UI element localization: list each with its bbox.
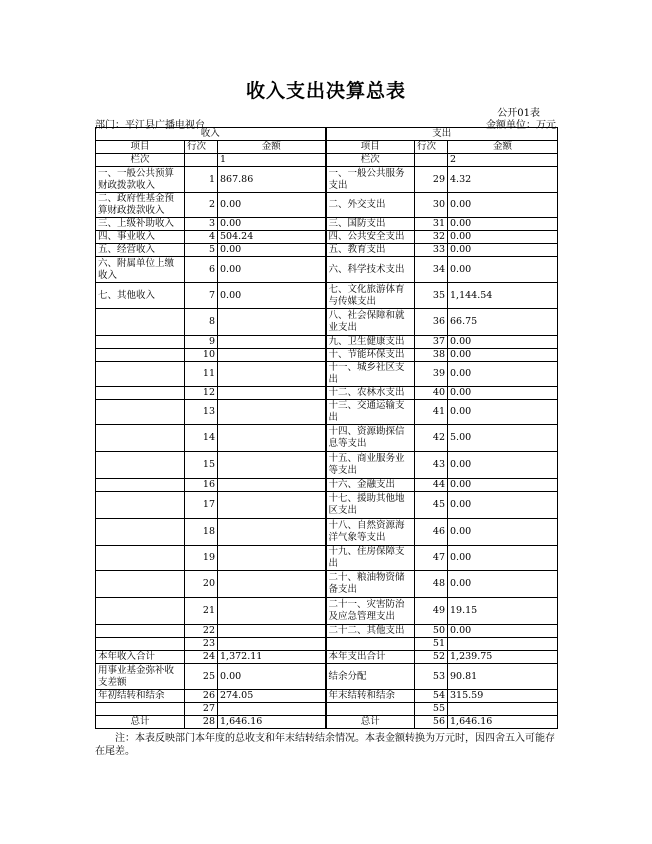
expense-item-cell: 三、国防支出 — [326, 218, 415, 231]
income-item-cell — [96, 703, 185, 716]
income-line-cell: 25 — [185, 664, 218, 690]
expense-item-cell: 二十、粮油物资储备支出 — [326, 571, 415, 598]
income-line-cell: 2 — [185, 193, 218, 218]
expense-item-cell: 十六、金融支出 — [326, 479, 415, 492]
expense-item-cell: 结余分配 — [326, 664, 415, 690]
income-amount-cell — [218, 362, 326, 387]
table-row — [96, 479, 558, 492]
income-amount-cell — [218, 546, 326, 571]
income-item-cell: 总计 — [96, 716, 185, 729]
income-line-cell: 26 — [185, 690, 218, 703]
expense-item-cell: 十三、交通运输支出 — [326, 400, 415, 425]
table-row — [96, 244, 558, 257]
expense-amount-cell: 0.00 — [448, 244, 558, 257]
income-item-cell: 三、上级补助收入 — [96, 218, 185, 231]
income-item-cell: 二、政府性基金预算财政拨款收入 — [96, 193, 185, 218]
expense-line-cell: 44 — [415, 479, 448, 492]
expense-column-number: 2 — [448, 154, 558, 167]
expense-amount-cell: 1,239.75 — [448, 651, 558, 664]
income-amount-cell — [218, 309, 326, 336]
income-item-cell — [96, 349, 185, 362]
income-line-cell: 22 — [185, 625, 218, 638]
income-item-cell — [96, 625, 185, 638]
income-item-cell — [96, 387, 185, 400]
income-amount-cell: 504.24 — [218, 231, 326, 244]
table-row — [96, 425, 558, 452]
expense-amount-cell: 0.00 — [448, 218, 558, 231]
expense-line-cell: 39 — [415, 362, 448, 387]
income-amount-cell — [218, 452, 326, 479]
income-line-cell: 21 — [185, 598, 218, 625]
income-amount-cell: 1,372.11 — [218, 651, 326, 664]
income-item-cell — [96, 546, 185, 571]
column-number-row — [96, 154, 558, 167]
table-row — [96, 309, 558, 336]
income-amount-cell — [218, 387, 326, 400]
expense-line-cell: 31 — [415, 218, 448, 231]
expense-amount-cell: 5.00 — [448, 425, 558, 452]
expense-item-cell: 八、社会保障和就业支出 — [326, 309, 415, 336]
expense-amount-cell: 0.00 — [448, 571, 558, 598]
expense-item-cell: 六、科学技术支出 — [326, 257, 415, 283]
expense-amount-cell: 0.00 — [448, 231, 558, 244]
expense-amount-cell: 0.00 — [448, 479, 558, 492]
expense-item-cell: 四、公共安全支出 — [326, 231, 415, 244]
expense-amount-header: 金额 — [448, 141, 558, 154]
income-item-cell — [96, 425, 185, 452]
expense-line-cell: 48 — [415, 571, 448, 598]
income-amount-cell — [218, 400, 326, 425]
table-row — [96, 349, 558, 362]
income-item-cell — [96, 519, 185, 546]
expense-item-cell: 二、外交支出 — [326, 193, 415, 218]
income-item-cell — [96, 400, 185, 425]
income-item-cell: 六、附属单位上缴收入 — [96, 257, 185, 283]
income-item-cell — [96, 479, 185, 492]
income-line-cell: 15 — [185, 452, 218, 479]
expense-item-cell: 五、教育支出 — [326, 244, 415, 257]
income-line-cell: 12 — [185, 387, 218, 400]
income-line-cell: 27 — [185, 703, 218, 716]
income-item-cell: 五、经营收入 — [96, 244, 185, 257]
income-section-header: 收入 — [96, 128, 326, 141]
income-line-cell: 6 — [185, 257, 218, 283]
expense-amount-cell: 0.00 — [448, 193, 558, 218]
expense-amount-cell: 0.00 — [448, 492, 558, 519]
expense-line-cell: 51 — [415, 638, 448, 651]
income-item-cell — [96, 638, 185, 651]
table-row — [96, 362, 558, 387]
income-item-cell: 一、一般公共预算财政拨款收入 — [96, 167, 185, 193]
expense-line-cell: 38 — [415, 349, 448, 362]
expense-line-cell: 46 — [415, 519, 448, 546]
income-line-cell: 17 — [185, 492, 218, 519]
income-line-cell: 13 — [185, 400, 218, 425]
form-code: 公开01表 — [497, 108, 540, 119]
expense-amount-cell: 0.00 — [448, 349, 558, 362]
income-item-cell — [96, 492, 185, 519]
expense-amount-cell: 315.59 — [448, 690, 558, 703]
income-line-cell: 10 — [185, 349, 218, 362]
income-line-cell: 9 — [185, 336, 218, 349]
income-item-cell — [96, 598, 185, 625]
income-item-cell: 用事业基金弥补收支差额 — [96, 664, 185, 690]
table-row — [96, 387, 558, 400]
expense-line-cell: 37 — [415, 336, 448, 349]
income-item-cell — [96, 452, 185, 479]
income-amount-cell — [218, 349, 326, 362]
income-amount-cell — [218, 519, 326, 546]
table-row — [96, 716, 558, 729]
column-header-row — [96, 141, 558, 154]
income-line-cell: 1 — [185, 167, 218, 193]
income-line-cell: 3 — [185, 218, 218, 231]
table-row — [96, 638, 558, 651]
income-amount-cell — [218, 425, 326, 452]
expense-line-cell: 40 — [415, 387, 448, 400]
expense-amount-cell: 0.00 — [448, 336, 558, 349]
income-line-cell: 20 — [185, 571, 218, 598]
table-row — [96, 167, 558, 193]
budget-summary-table — [95, 127, 558, 729]
unit-label: 金额单位：万元 — [486, 120, 556, 131]
income-item-cell: 年初结转和结余 — [96, 690, 185, 703]
income-item-cell — [96, 362, 185, 387]
income-line-cell: 23 — [185, 638, 218, 651]
income-line-cell: 5 — [185, 244, 218, 257]
expense-item-cell: 七、文化旅游体育与传媒支出 — [326, 283, 415, 309]
expense-item-cell: 十、节能环保支出 — [326, 349, 415, 362]
expense-amount-cell: 66.75 — [448, 309, 558, 336]
expense-item-cell: 二十二、其他支出 — [326, 625, 415, 638]
expense-section-header: 支出 — [326, 128, 558, 141]
expense-line-cell: 34 — [415, 257, 448, 283]
expense-item-cell: 九、卫生健康支出 — [326, 336, 415, 349]
expense-amount-cell: 0.00 — [448, 546, 558, 571]
income-line-cell: 7 — [185, 283, 218, 309]
expense-amount-cell: 19.15 — [448, 598, 558, 625]
expense-amount-cell: 0.00 — [448, 257, 558, 283]
income-column-number: 1 — [218, 154, 326, 167]
income-item-cell: 本年收入合计 — [96, 651, 185, 664]
expense-line-header: 行次 — [415, 141, 448, 154]
income-amount-cell: 867.86 — [218, 167, 326, 193]
expense-item-cell: 一、一般公共服务支出 — [326, 167, 415, 193]
expense-amount-cell: 1,144.54 — [448, 283, 558, 309]
income-amount-cell — [218, 638, 326, 651]
section-header-row — [96, 128, 558, 141]
expense-item-cell: 年末结转和结余 — [326, 690, 415, 703]
table-row — [96, 598, 558, 625]
expense-line-cell: 55 — [415, 703, 448, 716]
income-line-cell: 18 — [185, 519, 218, 546]
income-amount-cell: 0.00 — [218, 193, 326, 218]
income-item-cell: 四、事业收入 — [96, 231, 185, 244]
expense-amount-cell: 0.00 — [448, 625, 558, 638]
expense-amount-cell: 1,646.16 — [448, 716, 558, 729]
table-row — [96, 519, 558, 546]
table-row — [96, 492, 558, 519]
expense-item-cell: 十一、城乡社区支出 — [326, 362, 415, 387]
income-column-label: 栏次 — [96, 154, 185, 167]
expense-line-cell: 45 — [415, 492, 448, 519]
department-label: 部门：平江县广播电视台 — [95, 120, 205, 131]
table-row — [96, 231, 558, 244]
expense-item-cell: 十四、资源勘探信息等支出 — [326, 425, 415, 452]
income-item-cell — [96, 309, 185, 336]
income-amount-cell — [218, 703, 326, 716]
expense-item-cell — [326, 703, 415, 716]
income-item-cell: 七、其他收入 — [96, 283, 185, 309]
income-item-header: 项目 — [96, 141, 185, 154]
income-amount-header: 金额 — [218, 141, 326, 154]
income-line-cell: 4 — [185, 231, 218, 244]
table-row — [96, 336, 558, 349]
income-amount-cell: 0.00 — [218, 244, 326, 257]
expense-item-cell: 十二、农林水支出 — [326, 387, 415, 400]
table-row — [96, 651, 558, 664]
expense-amount-cell: 0.00 — [448, 452, 558, 479]
income-line-cell: 19 — [185, 546, 218, 571]
income-amount-cell: 0.00 — [218, 218, 326, 231]
expense-item-cell: 二十一、灾害防治及应急管理支出 — [326, 598, 415, 625]
expense-line-cell: 53 — [415, 664, 448, 690]
expense-amount-cell: 4.32 — [448, 167, 558, 193]
table-row — [96, 283, 558, 309]
expense-item-cell: 十八、自然资源海洋气象等支出 — [326, 519, 415, 546]
income-line-header: 行次 — [185, 141, 218, 154]
income-line-cell: 28 — [185, 716, 218, 729]
expense-column-label: 栏次 — [326, 154, 415, 167]
income-amount-cell: 0.00 — [218, 664, 326, 690]
expense-line-cell: 32 — [415, 231, 448, 244]
expense-item-cell: 十九、住房保障支出 — [326, 546, 415, 571]
table-row — [96, 690, 558, 703]
expense-item-cell — [326, 638, 415, 651]
income-line-cell: 14 — [185, 425, 218, 452]
expense-line-cell: 42 — [415, 425, 448, 452]
income-amount-cell — [218, 625, 326, 638]
expense-line-cell: 54 — [415, 690, 448, 703]
expense-line-cell: 47 — [415, 546, 448, 571]
expense-item-cell: 十五、商业服务业等支出 — [326, 452, 415, 479]
expense-column-blank — [415, 154, 448, 167]
income-amount-cell — [218, 571, 326, 598]
income-column-blank — [185, 154, 218, 167]
table-row — [96, 625, 558, 638]
expense-item-cell: 本年支出合计 — [326, 651, 415, 664]
table-row — [96, 571, 558, 598]
expense-line-cell: 50 — [415, 625, 448, 638]
table-row — [96, 400, 558, 425]
income-amount-cell: 0.00 — [218, 283, 326, 309]
expense-line-cell: 36 — [415, 309, 448, 336]
income-item-cell — [96, 336, 185, 349]
income-line-cell: 16 — [185, 479, 218, 492]
expense-item-cell: 总计 — [326, 716, 415, 729]
expense-line-cell: 29 — [415, 167, 448, 193]
expense-amount-cell: 90.81 — [448, 664, 558, 690]
table-row — [96, 218, 558, 231]
table-row — [96, 664, 558, 690]
expense-amount-cell: 0.00 — [448, 400, 558, 425]
expense-amount-cell: 0.00 — [448, 362, 558, 387]
expense-amount-cell — [448, 638, 558, 651]
expense-line-cell: 52 — [415, 651, 448, 664]
expense-amount-cell: 0.00 — [448, 519, 558, 546]
income-amount-cell — [218, 479, 326, 492]
table-row — [96, 257, 558, 283]
income-line-cell: 8 — [185, 309, 218, 336]
income-amount-cell: 0.00 — [218, 257, 326, 283]
footnote: 注：本表反映部门本年度的总收支和年末结转结余情况。本表金额转换为万元时，因四舍五入可能存在尾差。 — [95, 733, 555, 757]
expense-line-cell: 35 — [415, 283, 448, 309]
expense-line-cell: 49 — [415, 598, 448, 625]
expense-item-header: 项目 — [326, 141, 415, 154]
income-line-cell: 11 — [185, 362, 218, 387]
table-row — [96, 703, 558, 716]
income-amount-cell — [218, 336, 326, 349]
expense-line-cell: 56 — [415, 716, 448, 729]
expense-line-cell: 33 — [415, 244, 448, 257]
table-row — [96, 452, 558, 479]
expense-amount-cell — [448, 703, 558, 716]
expense-amount-cell: 0.00 — [448, 387, 558, 400]
income-amount-cell: 274.05 — [218, 690, 326, 703]
expense-line-cell: 30 — [415, 193, 448, 218]
income-amount-cell — [218, 598, 326, 625]
expense-line-cell: 43 — [415, 452, 448, 479]
expense-line-cell: 41 — [415, 400, 448, 425]
table-row — [96, 193, 558, 218]
table-row — [96, 546, 558, 571]
income-amount-cell — [218, 492, 326, 519]
income-item-cell — [96, 571, 185, 598]
expense-item-cell: 十七、援助其他地区支出 — [326, 492, 415, 519]
income-amount-cell: 1,646.16 — [218, 716, 326, 729]
income-line-cell: 24 — [185, 651, 218, 664]
page-title: 收入支出决算总表 — [245, 80, 406, 102]
